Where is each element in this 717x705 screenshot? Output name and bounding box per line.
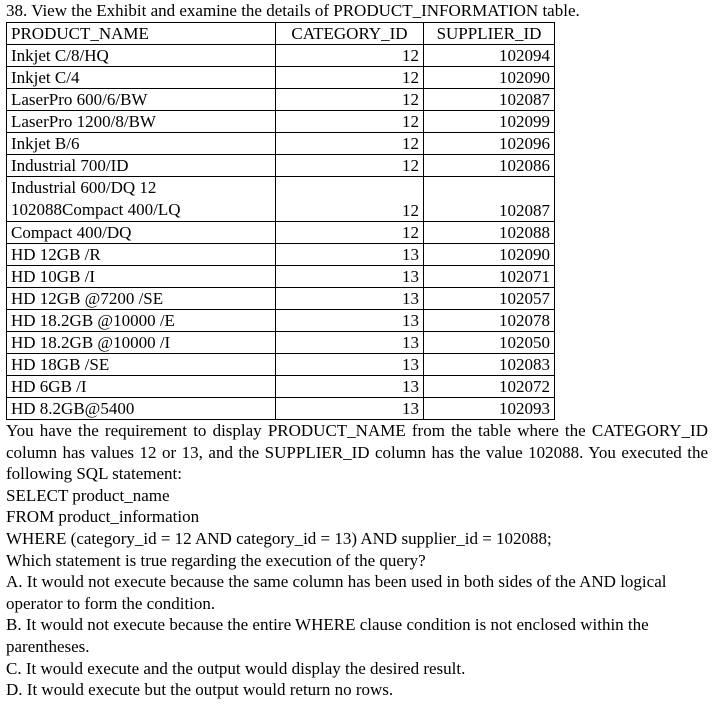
table-row <box>7 310 555 332</box>
table-row <box>7 67 555 89</box>
option-d: D. It would execute but the output would return no rows. <box>6 680 394 700</box>
product-name-cell: HD 12GB /R <box>7 244 276 266</box>
supplier-id-cell: 102087 <box>424 177 555 222</box>
supplier-id-cell: 102086 <box>424 155 555 177</box>
table-row <box>7 133 555 155</box>
product-name-cell: HD 10GB /I <box>7 266 276 288</box>
category-id-cell: 12 <box>276 45 424 67</box>
category-id-cell: 12 <box>276 111 424 133</box>
table-row <box>7 45 555 67</box>
supplier-id-cell: 102050 <box>424 332 555 354</box>
category-id-cell: 13 <box>276 266 424 288</box>
product-name-cell: HD 18.2GB @10000 /I <box>7 332 276 354</box>
product-name-cell: LaserPro 600/6/BW <box>7 89 276 111</box>
sql-line: SELECT product_name <box>6 485 170 505</box>
header-product-name: PRODUCT_NAME <box>7 23 276 45</box>
category-id-cell: 12 <box>276 177 424 222</box>
category-id-cell: 13 <box>276 288 424 310</box>
exhibit-table <box>6 22 555 420</box>
category-id-cell: 13 <box>276 376 424 398</box>
option-c: C. It would execute and the output would display the desired result. <box>6 658 466 678</box>
sql-line: FROM product_information <box>6 507 200 527</box>
product-name-cell: HD 12GB @7200 /SE <box>7 288 276 310</box>
supplier-id-cell: 102078 <box>424 310 555 332</box>
table-row <box>7 155 555 177</box>
category-id-cell: 12 <box>276 89 424 111</box>
table-row <box>7 177 555 222</box>
table-row <box>7 288 555 310</box>
table-row <box>7 222 555 244</box>
supplier-id-cell: 102099 <box>424 111 555 133</box>
requirement-text: You have the requirement to display PRODUCT_NAME from the table where the CATEGORY_ID column has values 12 or 13, and the SUPPLIER_ID column has the value 102088. You executed the following SQL statement: <box>6 421 708 484</box>
supplier-id-cell: 102088 <box>424 222 555 244</box>
answer-options <box>6 571 708 701</box>
category-id-cell: 13 <box>276 332 424 354</box>
supplier-id-cell: 102071 <box>424 266 555 288</box>
table-row <box>7 89 555 111</box>
category-id-cell: 12 <box>276 133 424 155</box>
category-id-cell: 13 <box>276 354 424 376</box>
category-id-cell: 13 <box>276 244 424 266</box>
table-row <box>7 332 555 354</box>
table-row <box>7 111 555 133</box>
header-category-id: CATEGORY_ID <box>276 23 424 45</box>
table-row <box>7 266 555 288</box>
product-name-cell: HD 6GB /I <box>7 376 276 398</box>
question-page <box>6 0 708 701</box>
product-name-cell: Inkjet B/6 <box>7 133 276 155</box>
product-name-cell: Industrial 700/ID <box>7 155 276 177</box>
option-b: B. It would not execute because the entire WHERE clause condition is not enclosed within the parentheses. <box>6 615 649 656</box>
sql-line: WHERE (category_id = 12 AND category_id = 13) AND supplier_id = 102088; <box>6 528 552 548</box>
product-name-cell: Compact 400/DQ <box>7 222 276 244</box>
category-id-cell: 13 <box>276 310 424 332</box>
table-row <box>7 244 555 266</box>
category-id-cell: 13 <box>276 398 424 420</box>
supplier-id-cell: 102090 <box>424 67 555 89</box>
sql-statement <box>6 485 708 550</box>
product-name-cell: HD 8.2GB@5400 <box>7 398 276 420</box>
product-name-cell: Industrial 600/DQ 12 102088Compact 400/LQ <box>7 177 276 222</box>
category-id-cell: 12 <box>276 67 424 89</box>
table-row <box>7 354 555 376</box>
header-supplier-id: SUPPLIER_ID <box>424 23 555 45</box>
table-header-row <box>7 23 555 45</box>
supplier-id-cell: 102087 <box>424 89 555 111</box>
product-name-cell: Inkjet C/4 <box>7 67 276 89</box>
category-id-cell: 12 <box>276 222 424 244</box>
exhibit-table-body <box>7 45 555 420</box>
table-row <box>7 398 555 420</box>
supplier-id-cell: 102072 <box>424 376 555 398</box>
question-title: 38. View the Exhibit and examine the details of PRODUCT_INFORMATION table. <box>6 1 580 20</box>
supplier-id-cell: 102057 <box>424 288 555 310</box>
category-id-cell: 12 <box>276 155 424 177</box>
product-name-cell: HD 18GB /SE <box>7 354 276 376</box>
supplier-id-cell: 102093 <box>424 398 555 420</box>
question-prompt: Which statement is true regarding the execution of the query? <box>6 550 426 570</box>
supplier-id-cell: 102090 <box>424 244 555 266</box>
option-a: A. It would not execute because the same column has been used in both sides of the AND logical operator to form the condition. <box>6 572 667 613</box>
table-row <box>7 376 555 398</box>
product-name-cell: Inkjet C/8/HQ <box>7 45 276 67</box>
product-name-cell: HD 18.2GB @10000 /E <box>7 310 276 332</box>
product-name-cell: LaserPro 1200/8/BW <box>7 111 276 133</box>
supplier-id-cell: 102094 <box>424 45 555 67</box>
supplier-id-cell: 102096 <box>424 133 555 155</box>
supplier-id-cell: 102083 <box>424 354 555 376</box>
